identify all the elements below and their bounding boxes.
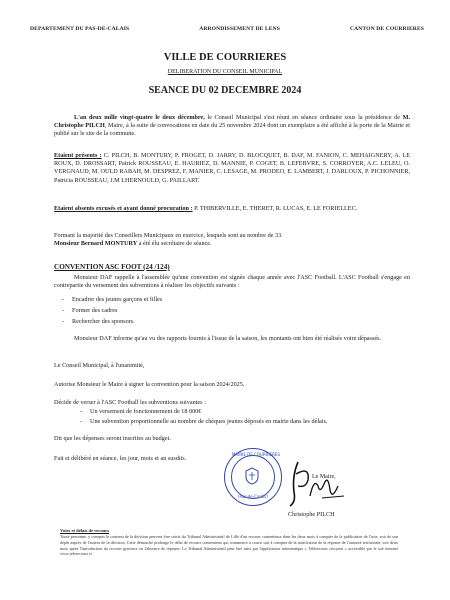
absent-names: P. THIBERVILLE, E. THERET, R. LUCAS, E. LE FORIELLEC. bbox=[194, 205, 358, 212]
present-members bbox=[54, 152, 410, 185]
list-item: - Former des cadres bbox=[72, 305, 410, 316]
stamp-emblem-icon bbox=[242, 466, 262, 486]
objectives-list bbox=[72, 294, 410, 327]
list-item: - Encadrer des jeunes garçons et filles bbox=[72, 294, 410, 305]
legal-title: Voies et délais de recours bbox=[60, 528, 109, 533]
intro-lead: L'an deux mille vingt-quatre le deux décembre, bbox=[74, 114, 205, 121]
subtitle-text: DELIBERATION DU CONSEIL MUNICIPAL bbox=[167, 69, 283, 75]
section-title: CONVENTION ASC FOOT (24 /124) bbox=[54, 263, 170, 271]
list-item: - Rechercher des sponsors. bbox=[72, 316, 410, 327]
mayor-label: Le Maire, bbox=[312, 474, 336, 480]
intro-text-2: , Maire, à la suite de convocations en date du 25 novembre 2024 dont un exemplaire a été affiché à la porte de la Mairie et publié sur le site de la commune. bbox=[54, 122, 410, 138]
stamp-top-text: MAIRIE DE COURRIERES bbox=[232, 452, 280, 457]
page-subtitle bbox=[0, 69, 450, 75]
section-paragraph-3: Le Conseil Municipal, à l'unanimité, bbox=[54, 362, 145, 369]
secretary-suffix: a été élu secrétaire de séance. bbox=[137, 240, 212, 248]
header-canton: CANTON DE COURRIERES bbox=[349, 26, 424, 32]
section-paragraph-1: Monsieur DAF rappelle à l'assemblée qu'une convention est signée chaque année avec l'ASC Football. L'ASC Football s'engage en contrepartie du versement des subventions à réaliser les objectifs suivants : bbox=[54, 274, 410, 290]
present-label: Etaient présents : bbox=[54, 152, 102, 159]
list-item: - Un versement de fonctionnement de 18 000€ bbox=[90, 407, 410, 417]
secretary-line bbox=[54, 240, 410, 248]
legal-text: Toute personne, y compris le contenu de la décision peuvent être saisis du Tribunal Administratif de Lille d'un recours contentieux dans les deux mois à compter de la publication de l'acte, soit de son dépôt auprès de l'auteur de la décision. Cette démarche prolonge le délai de recours contentieux qui commence à courir soit à compter de la notification de la réponse de l'autorité territoriale, soit deux mois après l'introduction du recours gracieux en l'absence de réponse. Le Tribunal Administratif peut être saisi par l'application informatique « Télérecours citoyens » accessible par le site internet www.telerecours.fr bbox=[60, 534, 398, 557]
section-paragraph-5: Décide de verser à l'ASC Football les subventions suivantes : bbox=[54, 399, 206, 406]
header-arrondissement: ARRONDISSEMENT DE LENS bbox=[199, 26, 280, 32]
document-header bbox=[30, 26, 424, 32]
absent-label: Etaient absents excusés et ayant donné procuration : bbox=[54, 205, 193, 212]
secretary-name: Monsieur Bernard MONTURY bbox=[54, 240, 138, 248]
mayor-name: Christophe PILCH bbox=[288, 511, 335, 518]
quorum-text: Formant la majorité des Conseillers Municipaux en exercice, lesquels sont au nombre de 33. bbox=[54, 232, 283, 239]
page-title: VILLE DE COURRIERES bbox=[163, 52, 287, 63]
intro-paragraph bbox=[54, 114, 410, 139]
quorum-paragraph bbox=[54, 232, 410, 248]
intro-text-1: le Conseil Municipal s'est réuni en séance ordinaire sous la présidence de bbox=[204, 114, 403, 121]
header-department: DEPARTEMENT DU PAS-DE-CALAIS bbox=[30, 26, 130, 32]
list-item: - Une subvention proportionnelle au nombre de chèques jeunes déposés en mairie dans les délais. bbox=[90, 417, 410, 427]
seance-date: SEANCE DU 02 DECEMBRE 2024 bbox=[148, 85, 302, 96]
section-paragraph-6: Dit que les dépenses seront inscrites au budget. bbox=[54, 435, 171, 442]
stamp-bottom-text: (Pas-de-Calais) bbox=[238, 494, 268, 499]
section-paragraph-7: Fait et délibéré en séance, les jour, mois et an susdits. bbox=[54, 455, 187, 462]
mayor-signature bbox=[282, 456, 352, 510]
section-paragraph-4: Autorise Monsieur le Maire à signer la convention pour la saison 2024/2025. bbox=[54, 381, 245, 388]
section-paragraph-2: Monsieur DAF informe qu'au vu des rapports fournis à l'issue de la saison, les montants ont bien été réalisés voire dépassés. bbox=[74, 335, 382, 342]
subsidies-list bbox=[90, 407, 410, 427]
absent-members bbox=[54, 205, 410, 213]
present-names: C. PILCH, B. MONTURY, P. FROGET, D. JARRY, D. BLOCQUET, B. DAF, M. FANION, C. MEHAIGNERY, A. LE ROUX, D. DROSSART, Patrick ROUSSEAU, E. HAURIEZ, D. MANNIE, P. COGET, B. LEFEBVRE, S. CORROYER, A.C. LELEU, O. VERGNAUD, M. OULD RABAH, M. DESPREZ, F. MANIER, C. LESAGE, M. PRODEO, E. LAMBERT, J. DARLOUX, P. PICHONNIER, Patricia ROUSSEAU, J.M LHERNOULD, G. PAILLART. bbox=[54, 152, 411, 184]
intro-president: M. Christophe PILCH bbox=[54, 114, 410, 130]
